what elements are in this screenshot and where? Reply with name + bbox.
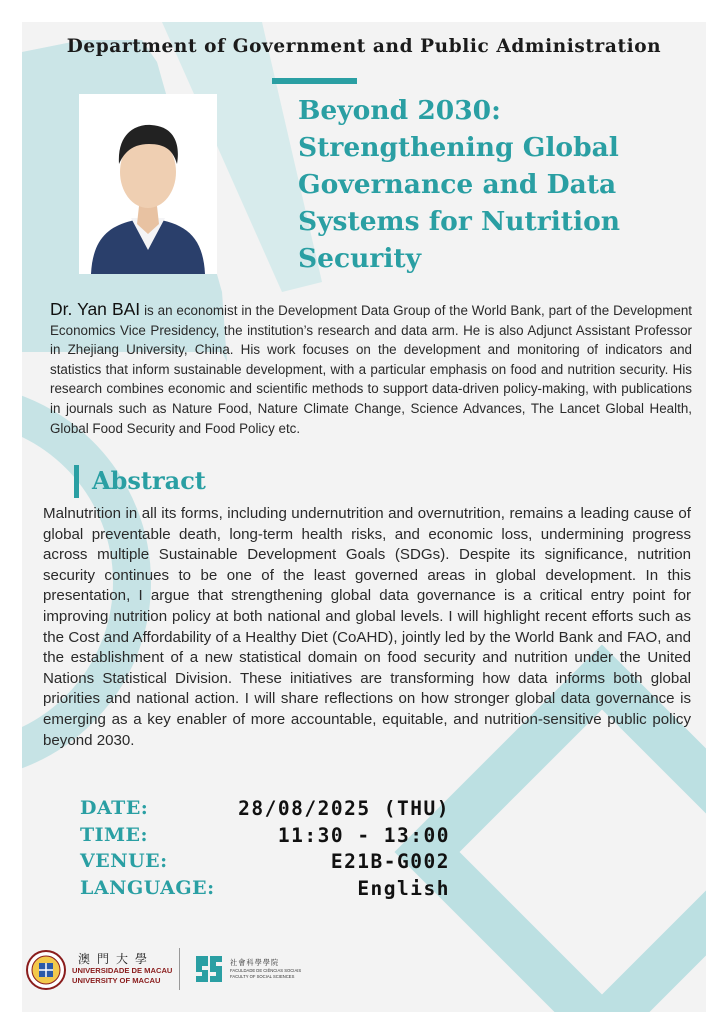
um-portuguese-name: UNIVERSIDADE DE MACAU bbox=[72, 966, 173, 975]
abstract-heading: Abstract bbox=[92, 466, 206, 495]
speaker-portrait bbox=[79, 94, 217, 274]
speaker-bio bbox=[50, 300, 692, 438]
fss-chinese-name: 社會科學學院 bbox=[230, 958, 280, 967]
um-english-name: UNIVERSITY OF MACAU bbox=[72, 976, 161, 985]
abstract-text: Malnutrition in all its forms, including undernutrition and overnutrition, remains a leading cause of global preventable death, long-term health risks, and economic loss, undermining progress across multiple Sustainable Development Goals (SDGs). Despite its significance, nutrition security continues to be one of the least governed areas in global development. In this presentation, I argue that strengthening global data governance is a critical entry point for improving nutrition policy at both national and global levels. I will highlight recent efforts such as the Cost and Affordability of a Healthy Diet (CoAHD), jointly led by the World Bank and FAO, and the establishment of a new statistical domain on food security and nutrition under the United Nations Statistical Division. These initiatives are transforming how data informs both global priorities and national action. I will share reflections on how stronger global data governance is emerging as a key enabler of more accountable, equitable, and nutrition-sensitive public policy beyond 2030. bbox=[43, 505, 691, 749]
event-language-row bbox=[80, 877, 450, 904]
university-crest-icon bbox=[26, 948, 66, 992]
faculty-logo-icon bbox=[194, 952, 224, 986]
department-name: Department of Government and Public Administration bbox=[66, 36, 662, 57]
time-value: 11:30 - 13:00 bbox=[277, 823, 450, 847]
date-value: 28/08/2025 (THU) bbox=[238, 797, 450, 820]
title-accent-bar bbox=[272, 78, 357, 84]
language-label: LANGUAGE: bbox=[80, 876, 215, 899]
event-time-row bbox=[80, 824, 450, 851]
talk-title: Beyond 2030: Strengthening Global Governance and Data Systems for Nutrition Security bbox=[298, 95, 621, 274]
event-details bbox=[80, 797, 450, 903]
time-label: TIME: bbox=[80, 823, 149, 846]
poster bbox=[22, 22, 706, 1012]
date-label: DATE: bbox=[80, 797, 149, 819]
language-value: English bbox=[357, 876, 450, 900]
footer-logos bbox=[22, 946, 322, 998]
abstract-accent-bar bbox=[74, 465, 79, 498]
event-date-row bbox=[80, 797, 450, 824]
speaker-photo bbox=[79, 94, 217, 274]
speaker-bio-text: is an economist in the Development Data Group of the World Bank, part of the Development Economics Vice Presidency, the institution’s research and data arm. He is also Adjunct Assistant Professor in Zhejiang University, China. His work focuses on the development and monitoring of indicators and statistics that inform sustainable development, with a particular emphasis on food and nutrition security. His research combines economic and scientific methods to support data-driven policy-making, with publications in journals such as Nature Food, Nature Climate Change, Science Advances, The Lancet Global Health, Global Food Security and Food Policy etc. bbox=[50, 303, 692, 436]
logo-divider bbox=[179, 948, 180, 990]
venue-value: E21B-G002 bbox=[330, 850, 450, 873]
event-venue-row bbox=[80, 850, 450, 877]
speaker-name: Dr. Yan BAI bbox=[50, 299, 141, 319]
venue-label: VENUE: bbox=[80, 850, 168, 872]
fss-english-name: FACULTY OF SOCIAL SCIENCES bbox=[230, 974, 295, 979]
um-chinese-name: 澳門大學 bbox=[78, 952, 155, 966]
fss-portuguese-name: FACULDADE DE CIÊNCIAS SOCIAIS bbox=[230, 968, 302, 973]
